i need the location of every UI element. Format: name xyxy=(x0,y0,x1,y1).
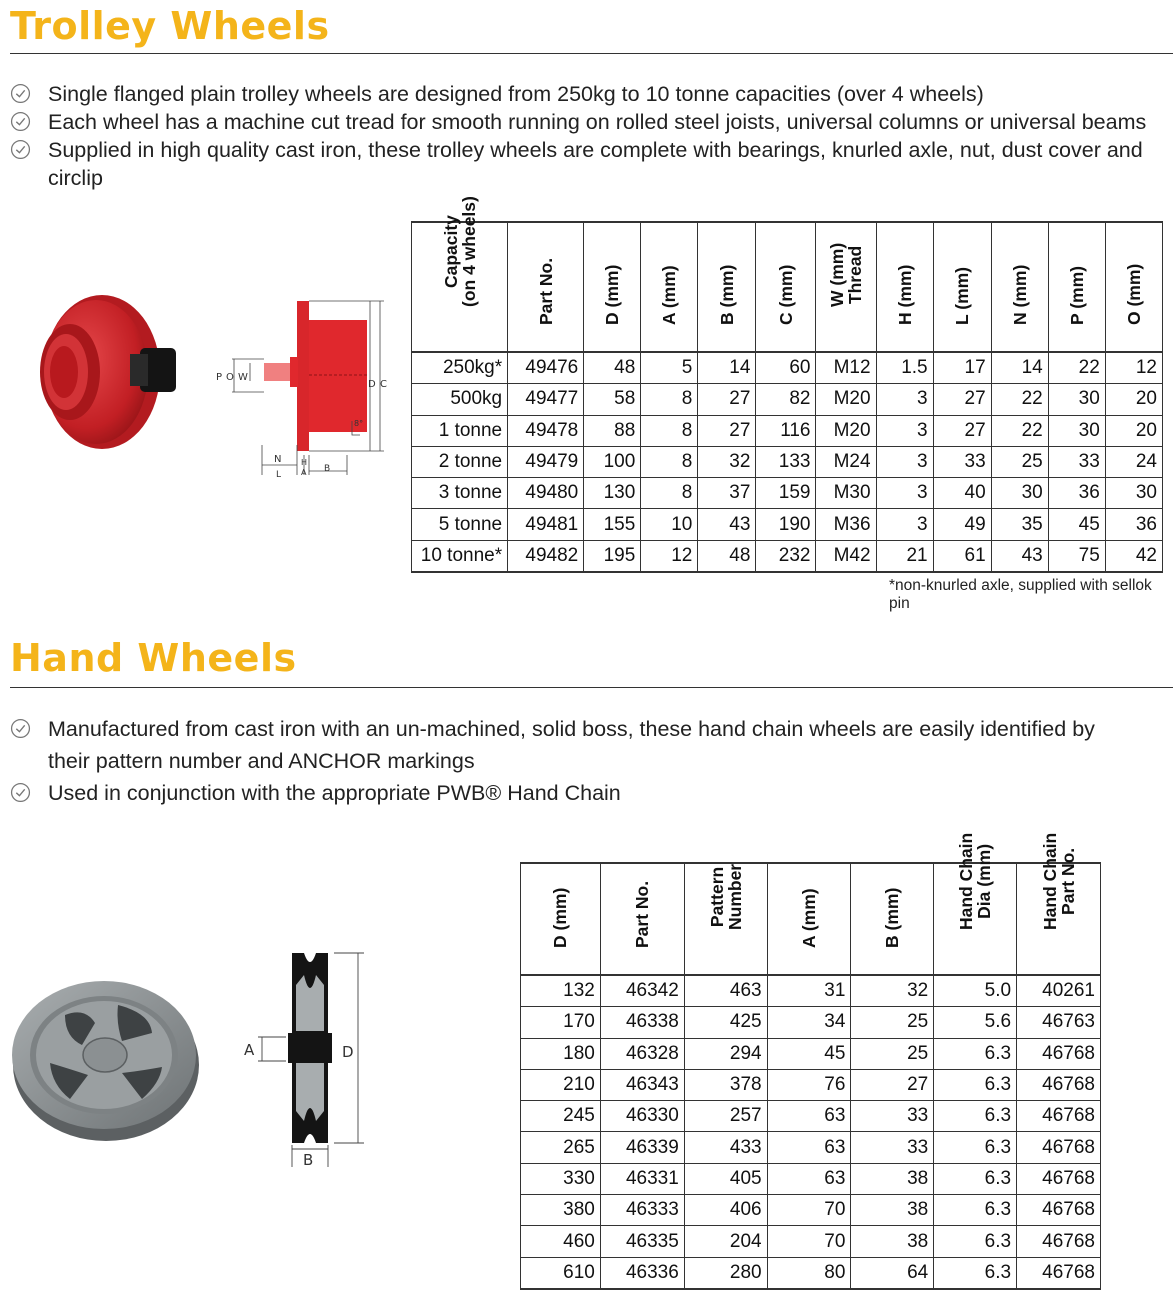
table-row xyxy=(521,1195,1101,1226)
table-cell: 204 xyxy=(684,1226,767,1257)
table-cell: 610 xyxy=(521,1257,601,1289)
table-row xyxy=(521,1132,1101,1163)
trolley-wheel-photo xyxy=(30,290,180,450)
table-cell: 500kg xyxy=(412,384,508,415)
hand-table-body xyxy=(521,975,1101,1289)
table-cell: 46328 xyxy=(600,1038,684,1069)
table-cell: 155 xyxy=(584,509,641,540)
table-cell: 49481 xyxy=(508,509,584,540)
table-cell: 70 xyxy=(767,1195,851,1226)
bullet-text: Single flanged plain trolley wheels are designed from 250kg to 10 tonne capacities (over 4 wheels) xyxy=(48,82,984,106)
column-header: Capacity (on 4 wheels) xyxy=(412,222,508,352)
table-cell: 3 xyxy=(876,509,933,540)
table-row xyxy=(521,1069,1101,1100)
table-cell: 82 xyxy=(756,384,816,415)
table-cell: 38 xyxy=(851,1226,934,1257)
table-cell: 49480 xyxy=(508,478,584,509)
table-cell: 49478 xyxy=(508,415,584,446)
table-cell: 46768 xyxy=(1017,1257,1101,1289)
table-cell: M42 xyxy=(816,540,876,572)
column-header: Hand Chain Part No. xyxy=(1017,863,1101,975)
column-header: D (mm) xyxy=(584,222,641,352)
bullet-text: Each wheel has a machine cut tread for smooth running on rolled steel joists, universal columns or universal beams xyxy=(48,110,1147,134)
table-cell: 46768 xyxy=(1017,1163,1101,1194)
table-row xyxy=(412,415,1163,446)
table-cell: 76 xyxy=(767,1069,851,1100)
bullet-item xyxy=(10,80,1175,108)
table-row xyxy=(412,509,1163,540)
column-header: Part No. xyxy=(600,863,684,975)
column-header: H (mm) xyxy=(876,222,933,352)
table-cell: 265 xyxy=(521,1132,601,1163)
table-cell: 80 xyxy=(767,1257,851,1289)
table-cell: 210 xyxy=(521,1069,601,1100)
table-cell: 63 xyxy=(767,1132,851,1163)
trolley-table-body xyxy=(412,352,1163,572)
table-cell: 48 xyxy=(584,352,641,384)
table-cell: 190 xyxy=(756,509,816,540)
table-cell: 27 xyxy=(698,384,756,415)
table-cell: 6.3 xyxy=(934,1163,1017,1194)
table-cell: 46343 xyxy=(600,1069,684,1100)
bullet-item xyxy=(10,777,1128,809)
table-row xyxy=(412,446,1163,477)
table-cell: 5.0 xyxy=(934,975,1017,1007)
table-cell: 170 xyxy=(521,1007,601,1038)
trolley-title-rule xyxy=(10,53,1173,54)
table-cell: 3 tonne xyxy=(412,478,508,509)
table-cell: 1.5 xyxy=(876,352,933,384)
diagram-label-angle: 8° xyxy=(354,419,364,428)
table-cell: 14 xyxy=(698,352,756,384)
table-cell: 45 xyxy=(767,1038,851,1069)
check-circle-icon xyxy=(10,83,31,104)
table-cell: 43 xyxy=(991,540,1048,572)
table-cell: M12 xyxy=(816,352,876,384)
table-cell: 32 xyxy=(698,446,756,477)
table-cell: 232 xyxy=(756,540,816,572)
column-header: P (mm) xyxy=(1048,222,1105,352)
table-cell: 433 xyxy=(684,1132,767,1163)
table-cell: 380 xyxy=(521,1195,601,1226)
table-cell: 35 xyxy=(991,509,1048,540)
table-cell: 405 xyxy=(684,1163,767,1194)
table-header-row xyxy=(412,222,1163,352)
table-cell: 250kg* xyxy=(412,352,508,384)
trolley-spec-table xyxy=(411,196,1163,573)
diagram-label-a: A xyxy=(301,468,307,477)
column-header: N (mm) xyxy=(991,222,1048,352)
table-cell: 46768 xyxy=(1017,1069,1101,1100)
table-cell: 46338 xyxy=(600,1007,684,1038)
table-cell: 8 xyxy=(641,415,698,446)
table-cell: 63 xyxy=(767,1101,851,1132)
table-cell: 195 xyxy=(584,540,641,572)
check-circle-icon xyxy=(10,718,31,739)
column-header: D (mm) xyxy=(521,863,601,975)
column-header: Hand Chain Dia (mm) xyxy=(934,863,1017,975)
table-cell: 40261 xyxy=(1017,975,1101,1007)
table-row xyxy=(412,540,1163,572)
bullet-item xyxy=(10,108,1175,136)
table-cell: 5 xyxy=(641,352,698,384)
table-cell: 33 xyxy=(1048,446,1105,477)
table-cell: 10 xyxy=(641,509,698,540)
table-cell: 64 xyxy=(851,1257,934,1289)
column-header: O (mm) xyxy=(1105,222,1162,352)
table-cell: 42 xyxy=(1105,540,1162,572)
diagram-label-h: H xyxy=(301,458,308,467)
table-row xyxy=(521,1163,1101,1194)
table-cell: 46768 xyxy=(1017,1132,1101,1163)
trolley-wheel-diagram xyxy=(212,295,397,485)
diagram-label-c: C xyxy=(380,379,387,390)
table-cell: 6.3 xyxy=(934,1038,1017,1069)
table-cell: 6.3 xyxy=(934,1069,1017,1100)
table-cell: 17 xyxy=(933,352,991,384)
table-cell: 30 xyxy=(1048,415,1105,446)
column-header: B (mm) xyxy=(698,222,756,352)
table-cell: 38 xyxy=(851,1163,934,1194)
table-cell: 46342 xyxy=(600,975,684,1007)
table-cell: 49 xyxy=(933,509,991,540)
table-cell: 245 xyxy=(521,1101,601,1132)
table-cell: 25 xyxy=(991,446,1048,477)
table-cell: 27 xyxy=(933,415,991,446)
table-cell: 116 xyxy=(756,415,816,446)
trolley-bullet-list xyxy=(10,80,1175,192)
table-cell: 20 xyxy=(1105,384,1162,415)
column-header: B (mm) xyxy=(851,863,934,975)
table-row xyxy=(521,1101,1101,1132)
table-cell: 22 xyxy=(1048,352,1105,384)
table-row xyxy=(412,384,1163,415)
hand-bullet-list xyxy=(10,713,1128,809)
column-header: Part No. xyxy=(508,222,584,352)
table-cell: 27 xyxy=(851,1069,934,1100)
table-cell: 3 xyxy=(876,446,933,477)
table-cell: 75 xyxy=(1048,540,1105,572)
table-cell: 463 xyxy=(684,975,767,1007)
diagram-label-a: A xyxy=(244,1041,255,1059)
trolley-wheels-title: Trolley Wheels xyxy=(10,4,330,48)
table-cell: 70 xyxy=(767,1226,851,1257)
diagram-label-o: O xyxy=(226,372,234,383)
table-cell: 1 tonne xyxy=(412,415,508,446)
table-cell: 3 xyxy=(876,478,933,509)
table-cell: 6.3 xyxy=(934,1257,1017,1289)
check-circle-icon xyxy=(10,111,31,132)
table-cell: 46331 xyxy=(600,1163,684,1194)
table-cell: M20 xyxy=(816,384,876,415)
table-cell: 21 xyxy=(876,540,933,572)
table-cell: 31 xyxy=(767,975,851,1007)
table-cell: M24 xyxy=(816,446,876,477)
table-row xyxy=(412,352,1163,384)
table-row xyxy=(521,975,1101,1007)
table-cell: 8 xyxy=(641,384,698,415)
table-cell: 133 xyxy=(756,446,816,477)
diagram-label-l: L xyxy=(276,470,282,480)
table-cell: 37 xyxy=(698,478,756,509)
table-cell: 34 xyxy=(767,1007,851,1038)
table-cell: 61 xyxy=(933,540,991,572)
table-cell: 8 xyxy=(641,446,698,477)
table-cell: 60 xyxy=(756,352,816,384)
table-cell: 425 xyxy=(684,1007,767,1038)
hand-wheel-photo xyxy=(10,975,202,1145)
table-cell: 27 xyxy=(933,384,991,415)
table-cell: 20 xyxy=(1105,415,1162,446)
column-header: A (mm) xyxy=(767,863,851,975)
diagram-label-p: P xyxy=(216,372,223,383)
table-cell: 30 xyxy=(991,478,1048,509)
table-cell: 6.3 xyxy=(934,1195,1017,1226)
table-cell: 46768 xyxy=(1017,1195,1101,1226)
table-cell: 10 tonne* xyxy=(412,540,508,572)
hand-wheels-title: Hand Wheels xyxy=(10,636,297,680)
table-cell: 378 xyxy=(684,1069,767,1100)
column-header: C (mm) xyxy=(756,222,816,352)
bullet-text: Manufactured from cast iron with an un-machined, solid boss, these hand chain wheels are easily identified by their pattern number and ANCHOR markings xyxy=(48,717,1095,773)
table-cell: 3 xyxy=(876,415,933,446)
table-cell: 46333 xyxy=(600,1195,684,1226)
diagram-label-d: D xyxy=(368,379,376,390)
bullet-item xyxy=(10,713,1128,777)
table-cell: 30 xyxy=(1048,384,1105,415)
table-cell: 43 xyxy=(698,509,756,540)
table-cell: 33 xyxy=(933,446,991,477)
table-cell: 180 xyxy=(521,1038,601,1069)
check-circle-icon xyxy=(10,139,31,160)
table-row xyxy=(412,478,1163,509)
bullet-text: Used in conjunction with the appropriate PWB® Hand Chain xyxy=(48,781,621,805)
table-cell: 49482 xyxy=(508,540,584,572)
table-row xyxy=(521,1038,1101,1069)
table-cell: 49479 xyxy=(508,446,584,477)
table-cell: 24 xyxy=(1105,446,1162,477)
table-cell: 12 xyxy=(1105,352,1162,384)
table-cell: 130 xyxy=(584,478,641,509)
bullet-item xyxy=(10,136,1175,192)
diagram-label-w: W xyxy=(238,372,248,383)
table-cell: 14 xyxy=(991,352,1048,384)
trolley-footnote: *non-knurled axle, supplied with sellok pin xyxy=(889,577,1152,612)
table-cell: 32 xyxy=(851,975,934,1007)
table-cell: 46330 xyxy=(600,1101,684,1132)
diagram-label-n: N xyxy=(274,454,282,465)
check-circle-icon xyxy=(10,782,31,803)
table-cell: 27 xyxy=(698,415,756,446)
table-cell: 8 xyxy=(641,478,698,509)
table-cell: 25 xyxy=(851,1007,934,1038)
table-cell: 25 xyxy=(851,1038,934,1069)
table-header-row xyxy=(521,863,1101,975)
table-cell: 3 xyxy=(876,384,933,415)
table-cell: 280 xyxy=(684,1257,767,1289)
table-cell: 22 xyxy=(991,415,1048,446)
column-header: A (mm) xyxy=(641,222,698,352)
table-cell: 48 xyxy=(698,540,756,572)
bullet-text: Supplied in high quality cast iron, these trolley wheels are complete with bearings, knurled axle, nut, dust cover and circlip xyxy=(48,138,1143,190)
table-cell: 5 tonne xyxy=(412,509,508,540)
table-cell: 46336 xyxy=(600,1257,684,1289)
table-cell: 45 xyxy=(1048,509,1105,540)
table-cell: 330 xyxy=(521,1163,601,1194)
table-cell: 36 xyxy=(1105,509,1162,540)
table-cell: 6.3 xyxy=(934,1132,1017,1163)
table-cell: 63 xyxy=(767,1163,851,1194)
table-cell: 33 xyxy=(851,1132,934,1163)
table-cell: 46335 xyxy=(600,1226,684,1257)
table-cell: 88 xyxy=(584,415,641,446)
table-cell: 406 xyxy=(684,1195,767,1226)
column-header: W (mm) Thread xyxy=(816,222,876,352)
table-cell: 30 xyxy=(1105,478,1162,509)
diagram-label-b: B xyxy=(324,464,331,474)
table-row xyxy=(521,1007,1101,1038)
table-cell: 33 xyxy=(851,1101,934,1132)
column-header: Pattern Number xyxy=(684,863,767,975)
table-cell: 257 xyxy=(684,1101,767,1132)
table-row xyxy=(521,1226,1101,1257)
table-cell: 6.3 xyxy=(934,1226,1017,1257)
hand-spec-table xyxy=(520,832,1101,1290)
table-cell: 12 xyxy=(641,540,698,572)
table-cell: 159 xyxy=(756,478,816,509)
table-cell: 58 xyxy=(584,384,641,415)
table-cell: 38 xyxy=(851,1195,934,1226)
table-cell: 49476 xyxy=(508,352,584,384)
table-cell: 46763 xyxy=(1017,1007,1101,1038)
table-cell: 460 xyxy=(521,1226,601,1257)
table-cell: 132 xyxy=(521,975,601,1007)
table-cell: 46339 xyxy=(600,1132,684,1163)
table-cell: M20 xyxy=(816,415,876,446)
hand-title-rule xyxy=(10,687,1173,688)
table-cell: M30 xyxy=(816,478,876,509)
table-cell: 294 xyxy=(684,1038,767,1069)
table-row xyxy=(521,1257,1101,1289)
diagram-label-d: D xyxy=(342,1043,354,1061)
table-cell: 22 xyxy=(991,384,1048,415)
diagram-label-b: B xyxy=(303,1151,314,1169)
table-cell: 49477 xyxy=(508,384,584,415)
table-cell: 5.6 xyxy=(934,1007,1017,1038)
table-cell: 40 xyxy=(933,478,991,509)
column-header: L (mm) xyxy=(933,222,991,352)
hand-wheel-diagram xyxy=(238,945,378,1170)
table-cell: 46768 xyxy=(1017,1226,1101,1257)
table-cell: 6.3 xyxy=(934,1101,1017,1132)
table-cell: M36 xyxy=(816,509,876,540)
table-cell: 46768 xyxy=(1017,1101,1101,1132)
table-cell: 36 xyxy=(1048,478,1105,509)
table-cell: 2 tonne xyxy=(412,446,508,477)
table-cell: 100 xyxy=(584,446,641,477)
table-cell: 46768 xyxy=(1017,1038,1101,1069)
